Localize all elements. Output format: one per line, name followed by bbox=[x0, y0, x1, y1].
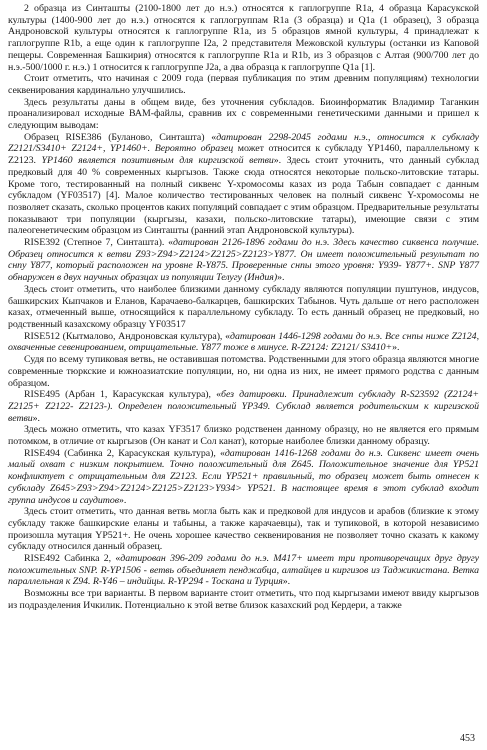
paragraph-text: Возможны все три варианты. В первом варианте стоит отметить, что под кыргызами имеют ввиду кыргызов из подразделения Ичкилик. Потенциально к этой ветве близок казахский род Кердери, а также bbox=[8, 588, 479, 611]
paragraph-text: Здесь стоит отметить, что наиболее близкими данному субкладу являются популяции пуштунов, индусов, башкирских Кыпчаков и Еланов, Карачаево-балкарцев, башкирских Табынов. Чуть дальше от него расположен казах, отмеченный выше, относящийся к параллельному субкладу. То есть данный образец не предковый, но родственный казахскому образцу YF03517 bbox=[8, 283, 479, 330]
italic-quote-text: YP1460 является позитивным для киргизской ветви bbox=[41, 155, 274, 167]
paragraph bbox=[8, 284, 479, 331]
page-number: 453 bbox=[460, 733, 475, 744]
paragraph bbox=[8, 448, 479, 507]
paragraph-text: Здесь стоит отметить, что данная ветвь могла быть как и предковой для индусов и арабов (близкие к этому субкладу также башкирские еланы и табыны, а также карачаевцы), так и тупиковой, в которой независимо произошла мутация YP521+. Не очень хорошее качество секвенирования не позволяет точно сказать к какому субкладу относился данный образец. bbox=[8, 506, 479, 553]
paragraph bbox=[8, 3, 479, 73]
paragraph-text: Судя по всему тупиковая ветвь, не оставившая потомства. Родственными для этого образца являются многие современные тюркские и южноазиатские популяции, но, ни одна из них, не имеет прямого родства с данным образцом. bbox=[8, 354, 479, 389]
italic-quote-text: без датировки. Принадлежит субкладу R-S23592 (Z2124+ Z2125+ Z2122- Z2123-). Определен положительный YP349. Субклад является родительским к киргизской ветви bbox=[8, 389, 479, 424]
paragraph bbox=[8, 132, 479, 237]
paragraph-text: Здесь результаты даны в общем виде, без уточнения субкладов. Биоинформатик Владимир Таганкин проанализировал исходные ВАМ-файлы, сравнив их с современными генетическими данными и пришел к следующим выводам: bbox=[8, 96, 479, 132]
paragraph-text: ». bbox=[392, 342, 400, 354]
paragraph-text: Образец RISE386 (Буланово, Синташта) « bbox=[24, 131, 217, 143]
paragraph bbox=[8, 97, 479, 132]
paragraph-text: RISE494 (Сабинка 2, Карасукская культура), « bbox=[24, 447, 225, 459]
paragraph bbox=[8, 424, 479, 447]
paragraph-text: ». bbox=[282, 576, 291, 588]
paragraph-text: ». bbox=[32, 412, 40, 424]
paragraph bbox=[8, 237, 479, 284]
paragraph bbox=[8, 73, 479, 96]
paragraph-text: может относится к субкладу YP1460, параллельному к Z2123. bbox=[8, 143, 479, 167]
paragraph bbox=[8, 354, 479, 389]
paragraph-text: ». Здесь стоит уточнить, что данный субклад предковый для 40 % современных кыргызов. Также сюда относятся некоторые польско-литовские татары. Кроме того, тестированный на полный сиквенс Y-хромосомы казах из рода Табын совпадает с данным субкладом (YF03517) [4]. Малое количество тестированных человек на полный сиквенс Y-хромосомы не позволяет сказать, сколько процентов каких популяций совпадает с этим образцом. Предварительные результаты показывают три популяции (кыргызы, казахи, польско-литовские татары), имеющие связи с этим палеогенетическим образцом из Синташты (ранний этап Андроновской культуры). bbox=[8, 155, 479, 237]
italic-quote-text: датирован 2298-2045 годами н.э., относится к субкладу Z2121/S3410+ Z2124+, YP1460+. Вероятно образец bbox=[8, 131, 480, 155]
paragraph-text: ». bbox=[277, 272, 285, 284]
italic-quote-text: датирован 1416-1268 годами до н.э. Сиквенс имеет очень малый охват с низким покрытием. Точно положительный для Z645. Положительное значение для YP521 конфликтует с отрицательным для Z2123. Если YP521+ правильный, то образец может быть отнесен к субкладу Z645>Z93>Z94>Z2124>Z2125>Z2123>Y934> YP521. В настоящее время в этот субклад входит группа индусов и саудитов bbox=[8, 447, 479, 506]
paragraph bbox=[8, 389, 479, 424]
paragraph-text: 2 образца из Синташты (2100-1800 лет до н.э.) относятся к гаплогруппе R1a, 4 образца Карасукской культуры (1400-900 лет до н.э.) относятся к гаплогруппам R1a (3 образца) и Q1a (1 образец), 3 образца Андроновской культуры относятся к гаплогруппе R1a, из 5 образцов ямной культуры, 4 принадлежат к гаплогруппе R1b, а еще один к гаплогруппе I2a, 2 представителя Межовской культуры (останки из Каповой пещеры. Современная Башкирия) относятся к гаплогруппе R1a и R1b, из 3 образцов с Алтая (900/700 лет до н.э.-500/1000 г. н.э.) 1 относится к гаплогруппе J2a, а два образца к гаплогруппе Q1a [1]. bbox=[8, 3, 479, 73]
paragraph-text: Стоит отметить, что начиная с 2009 года (первая публикация по этим древним популяциям) технологии секвенирования кардинально улучшились. bbox=[8, 73, 479, 96]
paragraph bbox=[8, 588, 479, 611]
body-text bbox=[8, 3, 479, 612]
paragraph bbox=[8, 553, 479, 588]
italic-quote-text: датирован 2126-1896 годами до н.э. Здесь качество сиквенса получше. Образец относится к ветви Z93>Z94>Z2124>Z2125>Z2123>Y877. Он имеет положительный результат по снпу Y877, который расположен на уровне R-Y875. Проверенные снпы этого уровня: Y939- Y877+. SNP Y877 обнаружен в двух научных образцах из популяции Телугу (Индия) bbox=[8, 237, 479, 284]
paragraph-text: Здесь можно отметить, что казах YF3517 близко родственен данному образцу, но не является его прямым потомком, в отличие от кыргызов (Он канат и Сол канат), которые наиболее близки данному образцу. bbox=[8, 424, 479, 448]
paragraph bbox=[8, 331, 479, 354]
italic-quote-text: датирован 1446-1298 годами до н.э. Все снпы ниже Z2124, охваченные севенированием, отрицательные. Y877 тоже в минусе. R-Z2124: Z2121/ S3410+ bbox=[8, 330, 479, 354]
paragraph-text: RISE495 (Арбан 1, Карасукская культура), « bbox=[24, 389, 222, 401]
paragraph-text: RISE392 (Степное 7, Синташта). « bbox=[24, 237, 173, 249]
paragraph bbox=[8, 506, 479, 553]
italic-quote-text: датирован 396-209 годами до н.э. M417+ имеет три противоречащих друг другу положительных SNP. R-YP1506 - ветвь объединяет пенджабца, алтайцев и киргизов из Таджикистана. Ветка параллельная к Z94. R-Y46 – индийцы. R-YP294 - Тоскана и Турция bbox=[8, 553, 479, 588]
paragraph-text: RISE512 (Кытмалово, Андроновская культура), « bbox=[24, 330, 231, 342]
paragraph-text: RISE492 Сабинка 2, « bbox=[24, 553, 121, 565]
paragraph-text: ». bbox=[118, 494, 127, 506]
